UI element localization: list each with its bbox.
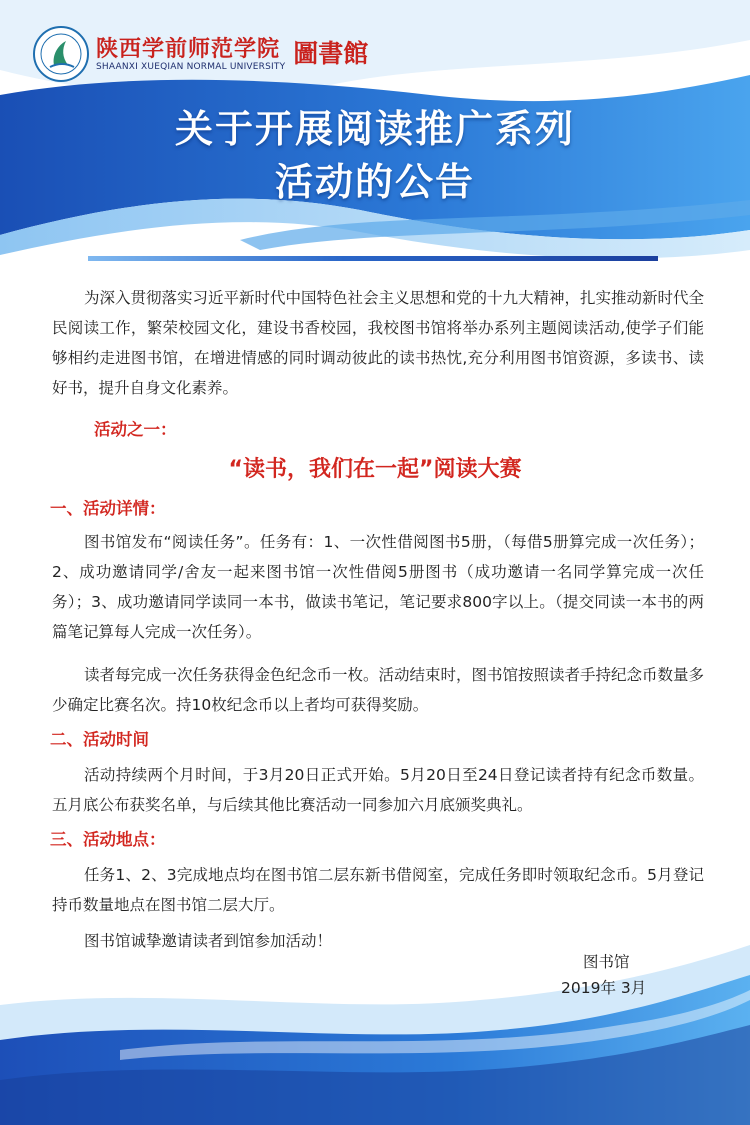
time-paragraph: 活动持续两个月时间，于3月20日正式开始。5月20日至24日登记读者持有纪念币数量。五月底公布获奖名单，与后续其他比赛活动一同参加六月底颁奖典礼。: [52, 766, 704, 814]
university-name-block: [96, 36, 285, 73]
activity-title: “读书，我们在一起”阅读大赛: [228, 457, 522, 482]
university-name-en: SHAANXI XUEQIAN NORMAL UNIVERSITY: [96, 61, 286, 72]
signature-org: 图书馆: [583, 953, 630, 971]
details-paragraph-tasks: 图书馆发布“阅读任务”。任务有：1、一次性借阅图书5册，（每借5册算完成一次任务）；2、成功邀请同学/舍友一起来图书馆一次性借阅5册图书（成功邀请一名同学算完成一次任务）；3、成功邀请同学读同一本书，做读书笔记，笔记要求800字以上。（提交同读一本书的两篇笔记算每人完成一次任务）。: [52, 533, 704, 641]
footer-wave-background: [0, 945, 750, 1125]
signature-date: 2019年 3月: [561, 979, 647, 997]
library-badge: 圖書館: [293, 39, 369, 68]
section-heading-time: 二、活动时间: [50, 730, 149, 749]
university-logo-emblem-icon: [32, 25, 90, 83]
location-paragraph: 任务1、2、3完成地点均在图书馆二层东新书借阅室，完成任务即时领取纪念币。5月登记持币数量地点在图书馆二层大厅。: [52, 866, 704, 914]
university-name-cn: 陕西学前师范学院: [96, 35, 281, 62]
page-title-line-1: 关于开展阅读推广系列: [174, 107, 575, 151]
intro-paragraph: 为深入贯彻落实习近平新时代中国特色社会主义思想和党的十九大精神，扎实推动新时代全民阅读工作，繁荣校园文化，建设书香校园，我校图书馆将举办系列主题阅读活动,使学子们能够相约走进图书馆，在增进情感的同时调动彼此的读书热忱,充分利用图书馆资源，多读书、读好书，提升自身文化素养。: [52, 289, 705, 397]
section-heading-details: 一、活动详情：: [50, 499, 166, 518]
invitation-paragraph: 图书馆诚挚邀请读者到馆参加活动！: [84, 932, 333, 950]
page-title-line-2: 活动的公告: [274, 160, 475, 204]
title-divider: [88, 256, 658, 261]
section-heading-location: 三、活动地点：: [50, 830, 166, 849]
institution-header: [32, 24, 368, 84]
details-paragraph-rewards: 读者每完成一次任务获得金色纪念币一枚。活动结束时，图书馆按照读者手持纪念币数量多少确定比赛名次。持10枚纪念币以上者均可获得奖励。: [52, 666, 705, 714]
activity-label: 活动之一：: [94, 420, 177, 439]
